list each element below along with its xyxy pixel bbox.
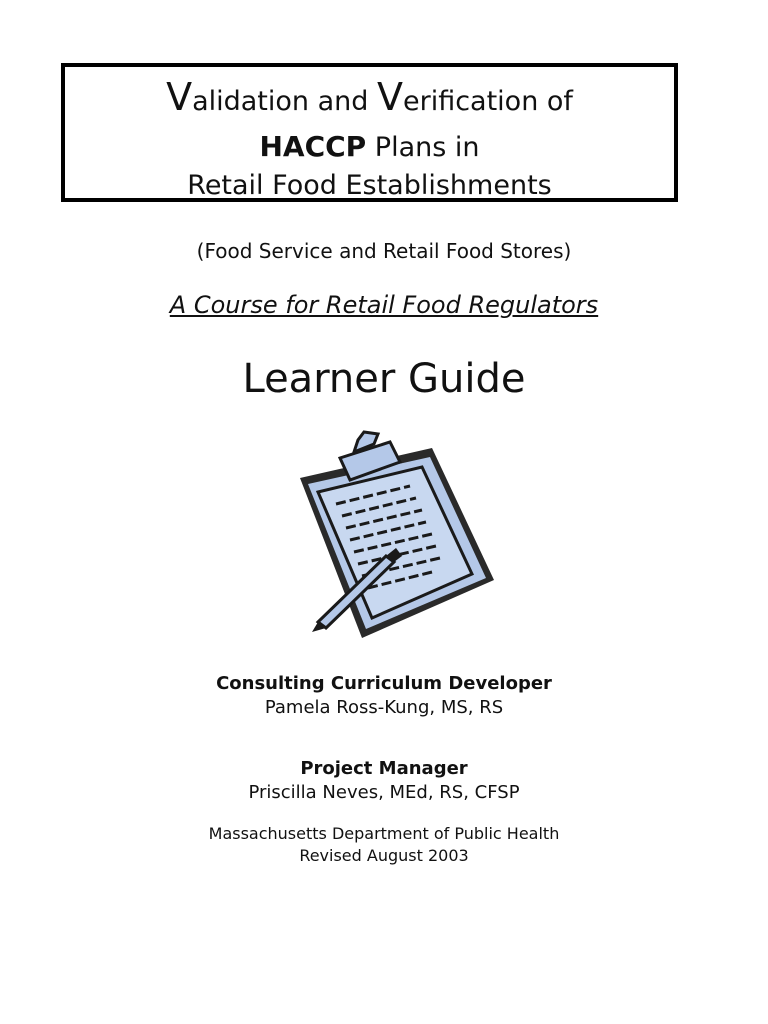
manager-name: Priscilla Neves, MEd, RS, CFSP: [248, 782, 520, 803]
guide-title: Learner Guide: [242, 356, 526, 402]
revision-date: Revised August 2003: [299, 846, 469, 865]
title-box: [61, 63, 678, 202]
title-line-1: [65, 77, 674, 122]
title-initial-v2: V: [376, 75, 403, 119]
clipboard-with-pen-icon: [282, 430, 502, 645]
title-haccp: HACCP: [259, 130, 367, 163]
title-line-3: Retail Food Establishments: [187, 170, 552, 201]
title-text-b: erification of: [402, 86, 573, 117]
organization: Massachusetts Department of Public Health: [208, 824, 560, 843]
course-title: A Course for Retail Food Regulators: [169, 291, 599, 319]
title-line-2: [65, 130, 674, 165]
manager-role: Project Manager: [300, 758, 468, 779]
title-plans-in: Plans in: [366, 132, 480, 163]
title-text-a: alidation and: [192, 86, 377, 117]
subtitle: (Food Service and Retail Food Stores): [196, 239, 572, 263]
developer-role: Consulting Curriculum Developer: [216, 673, 552, 694]
developer-name: Pamela Ross-Kung, MS, RS: [264, 697, 504, 718]
title-initial-v: V: [166, 75, 193, 119]
